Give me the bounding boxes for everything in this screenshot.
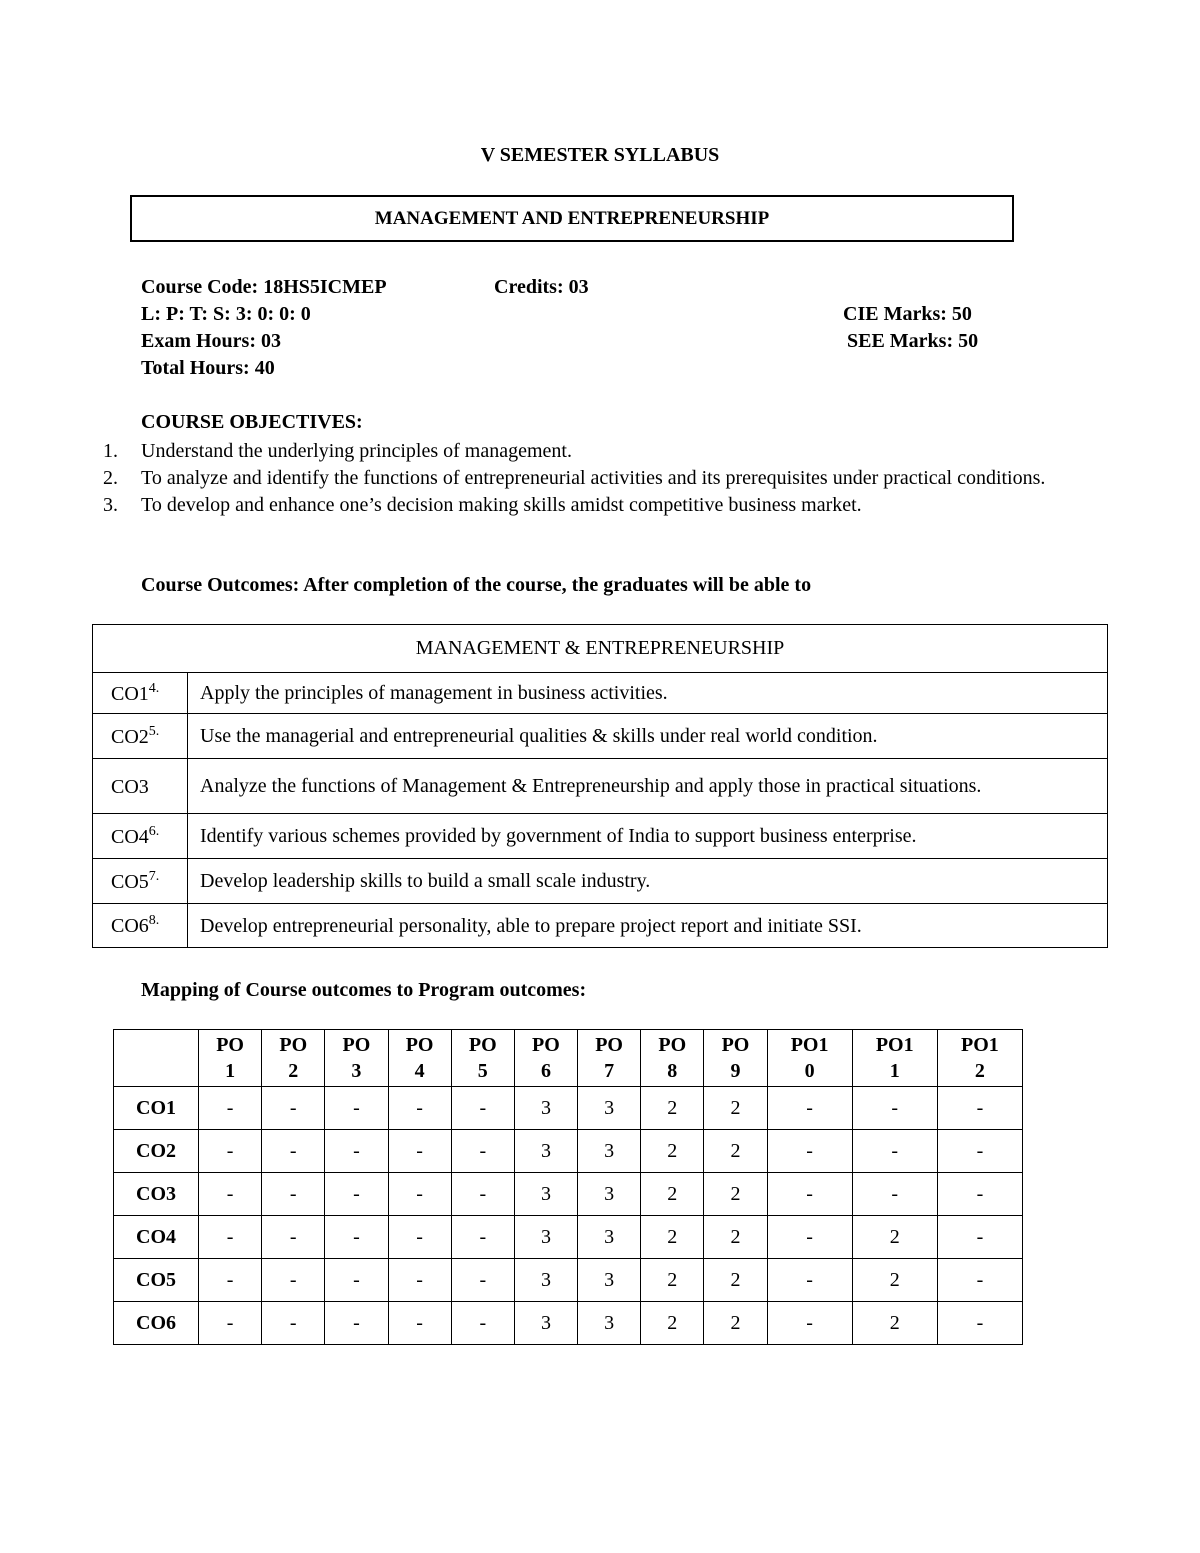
mapping-cell: 2 <box>704 1302 767 1345</box>
outcomes-table-header: MANAGEMENT & ENTREPRENEURSHIP <box>93 625 1108 673</box>
mapping-cell: 2 <box>641 1216 704 1259</box>
mapping-cell: 3 <box>514 1216 577 1259</box>
subject-title-box <box>130 195 1014 242</box>
outcome-code: CO4 <box>111 825 149 848</box>
mapping-cell: - <box>937 1087 1022 1130</box>
po-header-line2: 8 <box>667 1060 678 1082</box>
outcome-description: Apply the principles of management in business activities. <box>188 673 1108 714</box>
mapping-cell: - <box>852 1130 937 1173</box>
po-header-line1: PO <box>595 1034 623 1056</box>
co-row-label: CO3 <box>114 1173 199 1216</box>
mapping-cell: 2 <box>704 1087 767 1130</box>
co-row-label: CO2 <box>114 1130 199 1173</box>
mapping-cell: - <box>937 1302 1022 1345</box>
mapping-cell: 3 <box>578 1087 641 1130</box>
mapping-cell: - <box>325 1087 388 1130</box>
po-header-line1: PO <box>658 1034 687 1056</box>
mapping-cell: 3 <box>514 1259 577 1302</box>
mapping-cell: - <box>767 1130 852 1173</box>
po-column-header <box>641 1030 704 1087</box>
po-header-line2: 9 <box>730 1060 741 1082</box>
po-header-line1: PO1 <box>790 1034 829 1056</box>
mapping-cell: 3 <box>514 1087 577 1130</box>
mapping-cell: - <box>199 1216 262 1259</box>
mapping-cell: - <box>767 1173 852 1216</box>
mapping-cell: - <box>199 1302 262 1345</box>
exam-hours: Exam Hours: 03 <box>141 330 281 352</box>
po-column-header <box>451 1030 514 1087</box>
po-header-line1: PO <box>342 1034 371 1056</box>
outcome-code-superscript: 8. <box>148 913 160 928</box>
po-column-header <box>704 1030 767 1087</box>
outcome-code-superscript: 6. <box>148 823 160 839</box>
po-column-header <box>767 1030 852 1087</box>
mapping-cell: - <box>325 1216 388 1259</box>
mapping-cell: - <box>199 1259 262 1302</box>
objective-text: To develop and enhance one’s decision making skills amidst competitive business market. <box>141 494 862 516</box>
mapping-cell: - <box>388 1216 451 1259</box>
objective-item <box>103 492 1061 519</box>
mapping-cell: 2 <box>704 1173 767 1216</box>
po-header-line1: PO <box>216 1034 244 1056</box>
table-row <box>93 814 1108 859</box>
mapping-cell: - <box>325 1302 388 1345</box>
mapping-cell: - <box>388 1173 451 1216</box>
table-row <box>93 759 1108 814</box>
mapping-cell: 2 <box>704 1216 767 1259</box>
course-code: Course Code: 18HS5ICMEP <box>141 276 387 298</box>
mapping-cell: - <box>767 1302 852 1345</box>
mapping-cell: 3 <box>514 1173 577 1216</box>
see-marks: SEE Marks: 50 <box>847 330 979 352</box>
mapping-cell: 2 <box>641 1302 704 1345</box>
mapping-cell: - <box>451 1130 514 1173</box>
mapping-cell: 2 <box>852 1302 937 1345</box>
outcome-code-cell <box>93 673 188 714</box>
po-header-line2: 2 <box>974 1060 985 1082</box>
mapping-cell: 3 <box>578 1216 641 1259</box>
mapping-header-row <box>114 1030 1023 1087</box>
po-header-line2: 1 <box>225 1060 236 1082</box>
outcome-description: Develop leadership skills to build a small scale industry. <box>188 859 1108 904</box>
table-row <box>93 859 1108 904</box>
mapping-cell: - <box>199 1087 262 1130</box>
po-header-line1: PO1 <box>961 1034 999 1056</box>
po-header-line2: 5 <box>477 1060 488 1082</box>
outcome-description: Use the managerial and entrepreneurial qualities & skills under real world condition. <box>188 714 1108 759</box>
po-header-line1: PO <box>532 1034 560 1056</box>
mapping-cell: - <box>262 1259 325 1302</box>
co-row-label: CO6 <box>114 1302 199 1345</box>
mapping-cell: - <box>199 1173 262 1216</box>
po-header-line1: PO <box>721 1034 750 1056</box>
total-hours: Total Hours: 40 <box>141 357 275 379</box>
outcome-description: Analyze the functions of Management & Entrepreneurship and apply those in practical situations. <box>188 759 1108 814</box>
objective-text: To analyze and identify the functions of entrepreneurial activities and its prerequisites under practical conditions. <box>141 467 1046 489</box>
table-row <box>114 1130 1023 1173</box>
po-header-line2: 6 <box>540 1060 551 1082</box>
mapping-cell: - <box>262 1130 325 1173</box>
mapping-cell: 2 <box>852 1259 937 1302</box>
mapping-cell: - <box>767 1087 852 1130</box>
co-row-label: CO4 <box>114 1216 199 1259</box>
mapping-cell: - <box>325 1130 388 1173</box>
mapping-cell: 3 <box>514 1130 577 1173</box>
document-title: V SEMESTER SYLLABUS <box>480 144 720 166</box>
po-header-line1: PO1 <box>875 1034 914 1056</box>
mapping-cell: - <box>262 1216 325 1259</box>
objective-number: 3. <box>103 494 118 516</box>
outcome-code-cell <box>93 904 188 948</box>
mapping-cell: - <box>388 1130 451 1173</box>
outcome-code-cell <box>93 859 188 904</box>
outcome-code: CO3 <box>111 775 149 798</box>
mapping-cell: 3 <box>578 1130 641 1173</box>
objective-item <box>103 465 1061 492</box>
mapping-cell: - <box>262 1173 325 1216</box>
mapping-cell: - <box>451 1302 514 1345</box>
po-column-header <box>852 1030 937 1087</box>
mapping-cell: - <box>262 1302 325 1345</box>
corner-cell <box>114 1030 199 1087</box>
po-header-line1: PO <box>279 1034 308 1056</box>
outcome-code-cell <box>93 759 188 814</box>
po-header-line2: 7 <box>604 1060 615 1082</box>
objective-item <box>103 438 1061 465</box>
co-po-mapping-table <box>113 1029 1023 1345</box>
mapping-cell: - <box>199 1130 262 1173</box>
mapping-cell: 2 <box>704 1130 767 1173</box>
table-row <box>93 904 1108 948</box>
po-column-header <box>262 1030 325 1087</box>
outcome-description: Develop entrepreneurial personality, able to prepare project report and initiate SSI. <box>188 904 1108 948</box>
po-column-header <box>388 1030 451 1087</box>
table-row <box>114 1087 1023 1130</box>
outcome-code: CO6 <box>111 915 149 937</box>
mapping-cell: 3 <box>578 1173 641 1216</box>
mapping-cell: - <box>937 1173 1022 1216</box>
mapping-cell: 2 <box>641 1087 704 1130</box>
mapping-cell: - <box>767 1216 852 1259</box>
po-header-line1: PO <box>468 1034 497 1056</box>
mapping-heading: Mapping of Course outcomes to Program outcomes: <box>141 979 587 1001</box>
po-header-line2: 3 <box>351 1060 362 1082</box>
po-header-line2: 4 <box>414 1060 425 1082</box>
credits: Credits: 03 <box>494 276 589 298</box>
outcome-code: CO2 <box>111 725 149 748</box>
objectives-heading: COURSE OBJECTIVES: <box>141 411 363 433</box>
po-header-line1: PO <box>405 1034 434 1056</box>
mapping-cell: 3 <box>578 1259 641 1302</box>
cie-marks: CIE Marks: 50 <box>843 303 972 325</box>
objective-number: 1. <box>103 440 118 462</box>
mapping-cell: 2 <box>641 1130 704 1173</box>
mapping-cell: - <box>451 1259 514 1302</box>
mapping-cell: - <box>388 1259 451 1302</box>
outcome-code-superscript: 5. <box>148 723 160 739</box>
po-header-line2: 2 <box>288 1060 299 1082</box>
lpts-hours: L: P: T: S: 3: 0: 0: 0 <box>141 303 311 325</box>
po-column-header <box>325 1030 388 1087</box>
mapping-cell: 3 <box>514 1302 577 1345</box>
outcome-code-superscript: 7. <box>148 868 160 884</box>
mapping-cell: 2 <box>641 1173 704 1216</box>
outcome-code-cell <box>93 814 188 859</box>
mapping-cell: - <box>852 1173 937 1216</box>
co-row-label: CO5 <box>114 1259 199 1302</box>
mapping-cell: 3 <box>578 1302 641 1345</box>
subject-title: MANAGEMENT AND ENTREPRENEURSHIP <box>374 207 770 229</box>
mapping-cell: - <box>325 1259 388 1302</box>
po-header-line2: 1 <box>889 1060 900 1082</box>
po-column-header <box>514 1030 577 1087</box>
outcome-code-cell <box>93 714 188 759</box>
co-row-label: CO1 <box>114 1087 199 1130</box>
objective-text: Understand the underlying principles of management. <box>141 440 572 462</box>
mapping-cell: - <box>388 1087 451 1130</box>
mapping-cell: - <box>937 1216 1022 1259</box>
mapping-cell: - <box>451 1216 514 1259</box>
table-header-row <box>93 625 1108 673</box>
mapping-cell: - <box>852 1087 937 1130</box>
po-column-header <box>199 1030 262 1087</box>
mapping-cell: 2 <box>641 1259 704 1302</box>
table-row <box>114 1302 1023 1345</box>
table-row <box>93 673 1108 714</box>
mapping-cell: - <box>262 1087 325 1130</box>
table-row <box>114 1216 1023 1259</box>
po-column-header <box>937 1030 1022 1087</box>
course-outcomes-table <box>92 624 1108 948</box>
mapping-cell: - <box>388 1302 451 1345</box>
table-row <box>93 714 1108 759</box>
mapping-cell: - <box>937 1259 1022 1302</box>
table-row <box>114 1259 1023 1302</box>
table-row <box>114 1173 1023 1216</box>
mapping-cell: - <box>451 1173 514 1216</box>
objectives-list <box>103 438 1061 519</box>
mapping-cell: 2 <box>852 1216 937 1259</box>
outcome-code-superscript: 4. <box>148 680 160 696</box>
objective-number: 2. <box>103 467 118 489</box>
outcome-description: Identify various schemes provided by government of India to support business enterprise. <box>188 814 1108 859</box>
mapping-cell: - <box>451 1087 514 1130</box>
mapping-cell: 2 <box>704 1259 767 1302</box>
mapping-cell: - <box>937 1130 1022 1173</box>
outcome-code: CO1 <box>111 682 149 705</box>
mapping-cell: - <box>325 1173 388 1216</box>
po-header-line2: 0 <box>804 1060 815 1082</box>
po-column-header <box>578 1030 641 1087</box>
course-outcomes-intro: Course Outcomes: After completion of the course, the graduates will be able to <box>141 574 812 596</box>
mapping-cell: - <box>767 1259 852 1302</box>
outcome-code: CO5 <box>111 870 149 893</box>
